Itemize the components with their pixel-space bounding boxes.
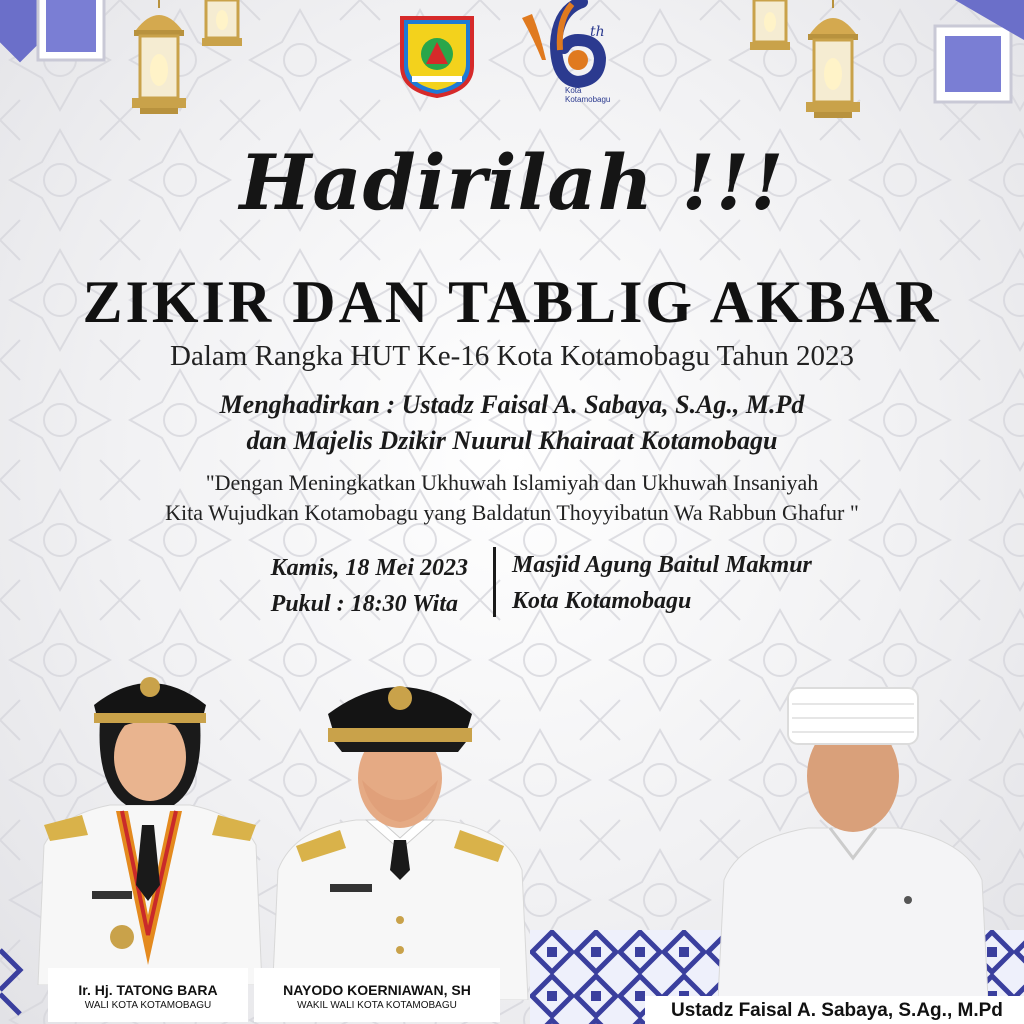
lantern-icon	[128, 0, 190, 118]
person-role: WAKIL WALI KOTA KOTAMOBAGU	[297, 1000, 457, 1011]
headline: Hadirilah !!!	[239, 138, 785, 227]
presenting-line-2: dan Majelis Dzikir Nuurul Khairaat Kotamobagu	[246, 426, 778, 455]
venue-line-2: Kota Kotamobagu	[512, 588, 692, 614]
person-name: Ir. Hj. TATONG BARA	[78, 982, 218, 998]
person-role: WALI KOTA KOTAMOBAGU	[84, 1000, 212, 1011]
info-divider	[493, 547, 496, 617]
logo-superscript: th	[590, 24, 605, 40]
vice-mayor-portrait	[270, 670, 530, 1000]
logo-caption: Kota Kotamobagu	[565, 86, 611, 104]
event-date: Kamis, 18 Mei 2023	[270, 555, 468, 581]
kotamobagu-emblem-icon	[398, 14, 476, 98]
nameplate-mayor	[48, 968, 248, 1022]
lantern-icon	[200, 0, 244, 50]
top-right-geometric-decoration	[905, 0, 1024, 110]
mayor-portrait	[30, 665, 270, 985]
nameplate-vice-mayor	[254, 968, 500, 1022]
lantern-icon	[748, 0, 792, 54]
venue-line-1: Masjid Agung Baitul Makmur	[512, 552, 812, 578]
quote-line-2: Kita Wujudkan Kotamobagu yang Baldatun Thoyyibatun Wa Rabbun Ghafur "	[165, 500, 859, 525]
lantern-icon	[802, 0, 864, 122]
person-name: NAYODO KOERNIAWAN, SH	[283, 982, 471, 998]
event-title: ZIKIR DAN TABLIG AKBAR	[82, 269, 942, 335]
ustadz-portrait	[718, 668, 988, 998]
left-edge-pattern	[0, 940, 24, 1024]
top-left-geometric-decoration	[0, 0, 110, 90]
presenting-line-1: Menghadirkan : Ustadz Faisal A. Sabaya, S.Ag., M.Pd	[219, 390, 805, 419]
event-datetime	[271, 550, 468, 622]
event-subtitle: Dalam Rangka HUT Ke-16 Kota Kotamobagu Tahun 2023	[170, 340, 854, 372]
event-time: Pukul : 18:30 Wita	[270, 591, 459, 617]
quote-line-1: "Dengan Meningkatkan Ukhuwah Islamiyah dan Ukhuwah Insaniyah	[205, 470, 819, 495]
event-venue	[512, 547, 812, 619]
nameplate-ustadz: Ustadz Faisal A. Sabaya, S.Ag., M.Pd	[645, 996, 1024, 1024]
